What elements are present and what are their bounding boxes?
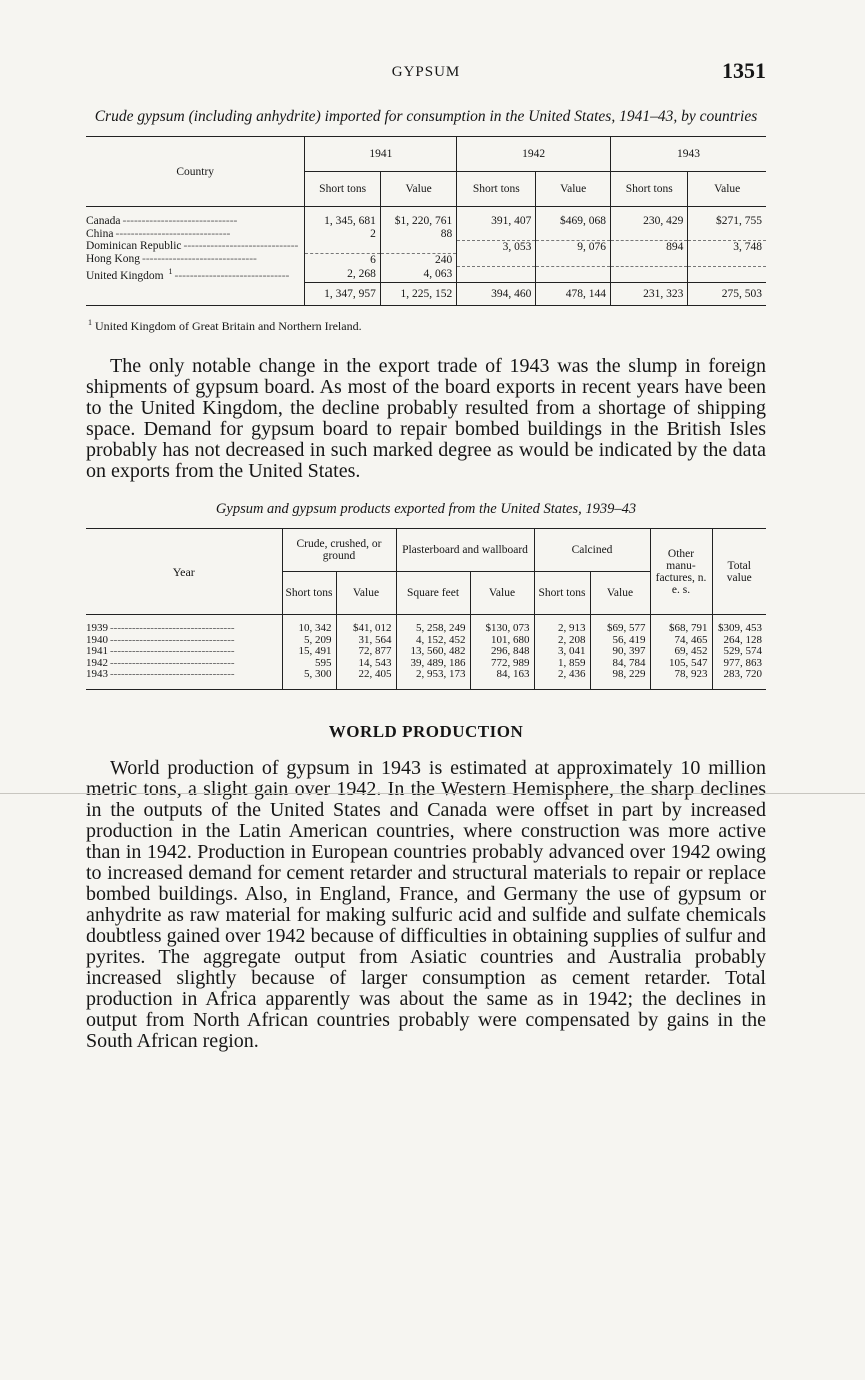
row-label: Canada ------------------------------ — [86, 215, 238, 227]
table-cell: 1, 859 — [534, 658, 590, 670]
table-cell: 2, 913 — [534, 623, 590, 635]
table-cell: 90, 397 — [590, 646, 650, 658]
table-cell: 595 — [282, 658, 336, 670]
row-label: Hong Kong ------------------------------ — [86, 253, 257, 266]
table-cell: 2 — [305, 228, 381, 241]
empty-cell — [536, 228, 611, 241]
table-cell: 84, 163 — [470, 669, 534, 681]
row-label: 1943 ---------------------------------- — [86, 669, 235, 681]
table-cell: 6 — [305, 253, 381, 266]
table-cell: 105, 547 — [650, 658, 712, 670]
subheader-short-tons: Short tons — [457, 172, 536, 207]
other-manufactures-header: Other manu- factures, n. e. s. — [650, 529, 712, 615]
table-cell: 230, 429 — [611, 215, 688, 228]
empty-cell — [305, 240, 381, 253]
row-label: 1940 ---------------------------------- — [86, 634, 235, 646]
exports-table — [86, 528, 766, 690]
subheader-square-feet: Square feet — [396, 572, 470, 615]
table-cell: 2, 208 — [534, 635, 590, 647]
empty-cell — [536, 253, 611, 266]
imports-table — [86, 136, 766, 306]
table-cell: 22, 405 — [336, 669, 396, 681]
table-cell: 5, 209 — [282, 635, 336, 647]
total-cell: 1, 347, 957 — [305, 282, 381, 306]
year-header-1941: 1941 — [305, 137, 457, 172]
table-row — [86, 253, 766, 266]
group-header-crude: Crude, crushed, or ground — [282, 529, 396, 572]
table-row — [86, 215, 766, 228]
table-cell: 264, 128 — [712, 635, 766, 647]
table-cell: 391, 407 — [457, 215, 536, 228]
table-cell: 2, 268 — [305, 266, 381, 282]
table-cell: 9, 076 — [536, 240, 611, 253]
year-column-header: Year — [86, 529, 282, 615]
table-cell: 894 — [611, 240, 688, 253]
table-cell: 2, 953, 173 — [396, 669, 470, 681]
table-cell: 78, 923 — [650, 669, 712, 681]
year-header-1942: 1942 — [457, 137, 611, 172]
table-row — [86, 228, 766, 241]
document-page — [86, 58, 766, 1052]
subheader-value: Value — [688, 172, 766, 207]
group-header-plasterboard: Plasterboard and wallboard — [396, 529, 534, 572]
empty-cell — [611, 228, 688, 241]
subheader-short-tons: Short tons — [282, 572, 336, 615]
subheader-short-tons: Short tons — [611, 172, 688, 207]
row-label: United Kingdom $^1$ ------------------------------ — [86, 267, 290, 282]
empty-cell — [380, 240, 456, 253]
table-cell: 56, 419 — [590, 635, 650, 647]
section-heading-world-production: WORLD PRODUCTION — [328, 721, 524, 741]
table-cell: $309, 453 — [712, 623, 766, 635]
table-cell: 74, 465 — [650, 635, 712, 647]
row-label: 1939 ---------------------------------- — [86, 623, 235, 635]
empty-cell — [536, 266, 611, 282]
table-cell: 31, 564 — [336, 635, 396, 647]
table-cell: $469, 068 — [536, 215, 611, 228]
totals-row — [86, 282, 766, 306]
row-label: Dominican Republic ------------------------------ — [86, 240, 299, 253]
table-cell: 39, 489, 186 — [396, 658, 470, 670]
table-cell: 1, 345, 681 — [305, 215, 381, 228]
empty-cell — [457, 253, 536, 266]
table-cell: 3, 041 — [534, 646, 590, 658]
table-cell: $41, 012 — [336, 623, 396, 635]
empty-cell — [611, 266, 688, 282]
table-cell: 69, 452 — [650, 646, 712, 658]
empty-cell — [457, 266, 536, 282]
subheader-value: Value — [590, 572, 650, 615]
table-row — [86, 266, 766, 282]
subheader-value: Value — [336, 572, 396, 615]
table1-footnote: $^1$ United Kingdom of Great Britain and Northern Ireland. — [88, 318, 362, 334]
table-cell: 3, 053 — [457, 240, 536, 253]
paragraph-export-trade: The only notable change in the export trade of 1943 was the slump in foreign shipments of gypsum board. As most of the board exports in recent years have been to the United Kingdom, the decline probably resulted from a shortage of shipping space. Demand for gypsum board to repair bombed buildings in the British Isles probably has not decreased in such marked degree as would be indicated by the data on exports from the United States. — [86, 355, 766, 483]
table-cell: 283, 720 — [712, 669, 766, 681]
row-label: 1941 ---------------------------------- — [86, 646, 235, 658]
table-cell: 4, 152, 452 — [396, 635, 470, 647]
empty-cell — [688, 228, 766, 241]
table-cell: 977, 863 — [712, 658, 766, 670]
empty-cell — [688, 266, 766, 282]
table-cell: $1, 220, 761 — [380, 215, 456, 228]
paragraph-world-production: World production of gypsum in 1943 is estimated at approximately 10 million metric tons, a slight gain over 1942. In the Western Hemisphere, the sharp declines in the outputs of the United States and Canada were offset in part by increased production in the Latin American countries, where construction was more active than in 1942. Production in European countries probably advanced over 1942 owing to increased demand for cement retarder and structural materials to repair or replace bombed buildings. Also, in England, France, and Germany the use of gypsum or anhydrite as raw material for making sulfuric acid and sulfide and sulfate chemicals doubtless gained over 1942 because of difficulties in obtaining supplies of sulfur and pyrites. The aggregate output from Asiatic countries and Australia probably increased slightly because of larger consumption as cement retarder. Total production in Africa apparently was about the same as in 1942; the declines in output from North African countries probably were compensated by gains in the South African region. — [86, 756, 766, 1052]
table-cell: 5, 258, 249 — [396, 623, 470, 635]
year-header-1943: 1943 — [611, 137, 766, 172]
total-cell: 1, 225, 152 — [380, 282, 456, 306]
table-cell: 101, 680 — [470, 635, 534, 647]
empty-cell — [457, 228, 536, 241]
table-cell: 4, 063 — [380, 266, 456, 282]
table-cell: 5, 300 — [282, 669, 336, 681]
country-column-header: Country — [86, 137, 305, 207]
table-cell: $271, 755 — [688, 215, 766, 228]
table-cell: 2, 436 — [534, 669, 590, 681]
subheader-value: Value — [536, 172, 611, 207]
row-label: 1942 ---------------------------------- — [86, 657, 235, 669]
total-cell: 275, 503 — [688, 282, 766, 306]
subheader-short-tons: Short tons — [305, 172, 381, 207]
table-cell: 14, 543 — [336, 658, 396, 670]
table-cell: 3, 748 — [688, 240, 766, 253]
table-cell: 98, 229 — [590, 669, 650, 681]
total-cell: 478, 144 — [536, 282, 611, 306]
total-cell: 394, 460 — [457, 282, 536, 306]
subheader-value: Value — [470, 572, 534, 615]
table-cell: $130, 073 — [470, 623, 534, 635]
table-cell: 772, 989 — [470, 658, 534, 670]
section-divider — [0, 793, 865, 794]
total-cell: 231, 323 — [611, 282, 688, 306]
row-label: China ------------------------------ — [86, 227, 231, 240]
table-cell: 84, 784 — [590, 658, 650, 670]
table-cell: $68, 791 — [650, 623, 712, 635]
group-header-calcined: Calcined — [534, 529, 650, 572]
table-cell: 529, 574 — [712, 646, 766, 658]
empty-cell — [688, 253, 766, 266]
table-cell: 88 — [380, 228, 456, 241]
empty-cell — [611, 253, 688, 266]
total-value-header: Total value — [712, 529, 766, 615]
table-cell: 296, 848 — [470, 646, 534, 658]
table2-caption: Gypsum and gypsum products exported from the United States, 1939–43 — [215, 501, 637, 518]
table-cell: $69, 577 — [590, 623, 650, 635]
subheader-short-tons: Short tons — [534, 572, 590, 615]
page-number: 1351 — [722, 58, 766, 83]
subheader-value: Value — [380, 172, 456, 207]
table-cell: 15, 491 — [282, 646, 336, 658]
table1-caption: Crude gypsum (including anhydrite) imported for consumption in the United States, 1941–43, by countries — [94, 108, 758, 125]
table-row — [86, 240, 766, 253]
table-cell: 10, 342 — [282, 623, 336, 635]
running-head: GYPSUM — [391, 64, 461, 80]
page-header — [86, 58, 766, 88]
table-cell: 240 — [380, 253, 456, 266]
table-cell: 72, 877 — [336, 646, 396, 658]
table-row — [86, 669, 766, 681]
table-cell: 13, 560, 482 — [396, 646, 470, 658]
